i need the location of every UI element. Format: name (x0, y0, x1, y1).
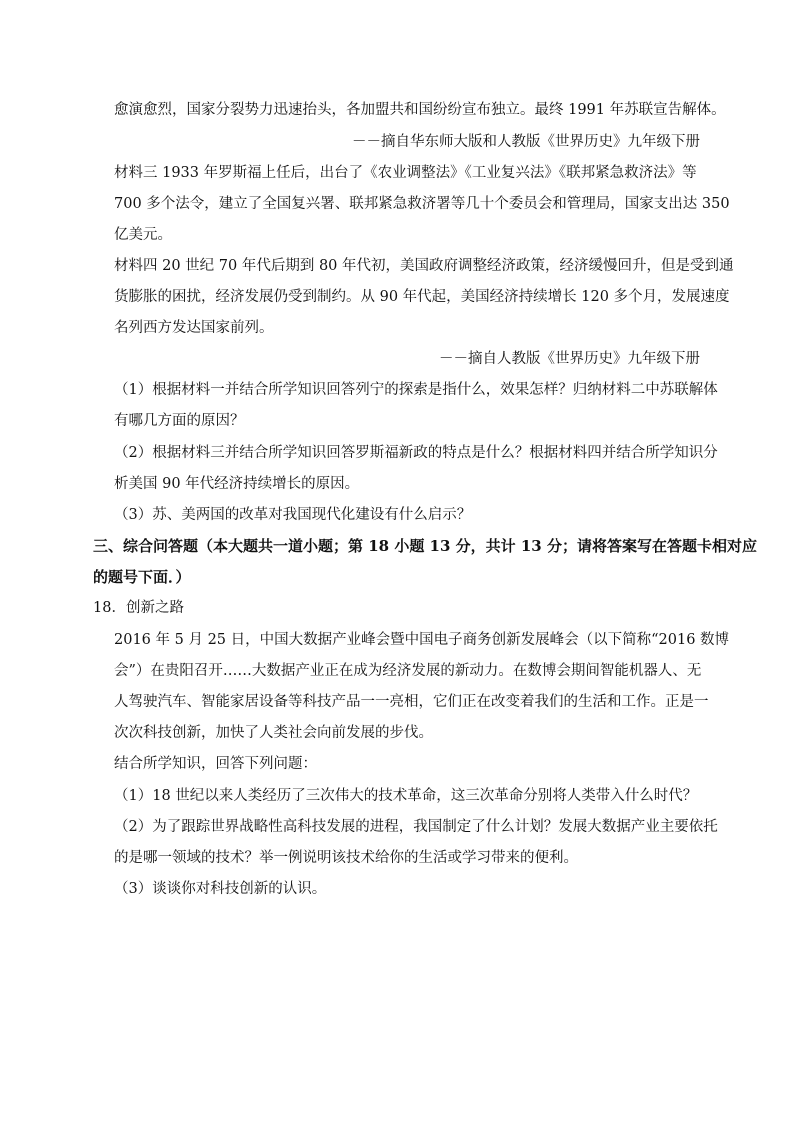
text-line: 次次科技创新，加快了人类社会向前发展的步伐。 (114, 725, 433, 741)
text-line: 会”）在贵阳召开……大数据产业正在成为经济发展的新动力。在数博会期间智能机器人、无 (114, 663, 702, 679)
text-line: 货膨胀的困扰，经济发展仍受到制约。从 90 年代起，美国经济持续增长 120 多个月，发展速度 (114, 289, 730, 305)
text-line: 亿美元。 (114, 227, 172, 243)
text-line: 名列西方发达国家前列。 (114, 320, 274, 336)
question-line: （1）18 世纪以来人类经历了三次伟大的技术革命，这三次革命分别将人类带入什么时代？ (114, 788, 698, 804)
text-line: 人驾驶汽车、智能家居设备等科技产品一一亮相，它们正在改变着我们的生活和工作。正是一 (114, 694, 709, 710)
section-heading: 的题号下面．） (93, 568, 191, 586)
question-line: 的是哪一领域的技术？举一例说明该技术给你的生活或学习带来的便利。 (114, 850, 578, 866)
question-line: 有哪几方面的原因？ (114, 413, 245, 429)
question-line: （2）为了跟踪世界战略性高科技发展的进程，我国制定了什么计划？发展大数据产业主要依托 (114, 819, 718, 835)
question-line: （3）苏、美两国的改革对我国现代化建设有什么启示？ (114, 507, 472, 523)
question-title: 18．创新之路 (93, 600, 184, 616)
text-line: 2016 年 5 月 25 日，中国大数据产业峰会暨中国电子商务创新发展峰会（以下简称“2016 数博 (114, 632, 730, 648)
text-line: 愈演愈烈，国家分裂势力迅速抬头，各加盟共和国纷纷宣布独立。最终 1991 年苏联宣告解体。 (114, 102, 726, 118)
text-line: 700 多个法令，建立了全国复兴署、联邦紧急救济署等几十个委员会和管理局，国家支出达 350 (114, 196, 730, 212)
text-line: 材料三 1933 年罗斯福上任后，出台了《农业调整法》《工业复兴法》《联邦紧急救济法》等 (114, 165, 697, 181)
question-line: 析美国 90 年代经济持续增长的原因。 (114, 476, 360, 492)
question-line: （2）根据材料三并结合所学知识回答罗斯福新政的特点是什么？根据材料四并结合所学知识分 (114, 445, 718, 461)
question-line: （3）谈谈你对科技创新的认识。 (114, 881, 327, 897)
question-line: （1）根据材料一并结合所学知识回答列宁的探索是指什么，效果怎样？归纳材料二中苏联解体 (114, 382, 718, 398)
text-line: 结合所学知识，回答下列问题： (114, 756, 317, 772)
section-heading: 三、综合问答题（本大题共一道小题；第 18 小题 13 分，共计 13 分；请将答案写在答题卡相对应 (93, 537, 757, 555)
text-line: 材料四 20 世纪 70 年代后期到 80 年代初，美国政府调整经济政策，经济缓慢回升，但是受到通 (114, 258, 734, 274)
source-citation: －－摘自华东师大版和人教版《世界历史》九年级下册 (352, 134, 700, 150)
source-citation: －－摘自人教版《世界历史》九年级下册 (439, 351, 700, 367)
